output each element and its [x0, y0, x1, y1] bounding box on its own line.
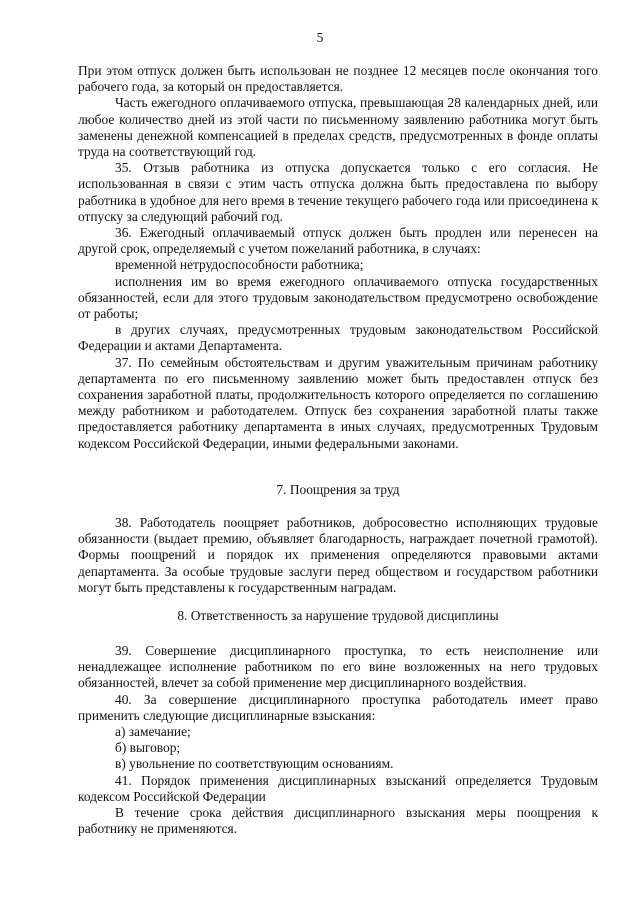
- paragraph-36: 36. Ежегодный оплачиваемый отпуск должен быть продлен или перенесен на другой срок, определяемый с учетом пожеланий работника, в случаях:: [78, 225, 598, 257]
- paragraph: При этом отпуск должен быть использован не позднее 12 месяцев после окончания того рабочего года, за который он предоставляется.: [78, 63, 598, 95]
- paragraph-35: 35. Отзыв работника из отпуска допускается только с его согласия. Не использованная в связи с этим часть отпуска должна быть предоставлена по выбору работника в удобное для него время в течение текущего рабочего года или присоединена к отпуску за следующий рабочий год.: [78, 160, 598, 224]
- section-paragraphs-38: [78, 515, 598, 596]
- paragraph-37: 37. По семейным обстоятельствам и другим уважительным причинам работнику департамента по его письменному заявлению может быть предоставлен отпуск без сохранения заработной платы, продолжительность которого определяется по соглашению между работником и работодателем. Отпуск без сохранения заработной платы также предоставляется работнику департамента в иных случаях, предусмотренных Трудовым кодексом Российской Федерации, иными федеральными законами.: [78, 354, 598, 451]
- paragraph-38: 38. Работодатель поощряет работников, добросовестно исполняющих трудовые обязанности (выдает премию, объявляет благодарность, награждает почетной грамотой). Формы поощрений и порядок их применения определяются правовыми актами департамента. За особые трудовые заслуги перед обществом и государством работники могут быть представлены к государственным наградам.: [78, 515, 598, 595]
- section-paragraphs-39-41: [78, 643, 598, 837]
- section-heading-8: 8. Ответственность за нарушение трудовой дисциплины: [177, 608, 499, 623]
- list-item: б) выговор;: [115, 740, 181, 756]
- section-paragraphs-34-37: [78, 63, 598, 452]
- list-item: исполнения им во время ежегодного оплачиваемого отпуска государственных обязанностей, если для этого трудовым законодательством предусмотрено освобождение от работы;: [78, 273, 598, 322]
- list-item: а) замечание;: [115, 724, 191, 740]
- list-item: временной нетрудоспособности работника;: [115, 257, 364, 273]
- paragraph-39: 39. Совершение дисциплинарного проступка, то есть неисполнение или ненадлежащее исполнение работником по его вине возложенных на него трудовых обязанностей, влечет за собой применение мер дисциплинарного воздействия.: [78, 643, 598, 691]
- list-item: в) увольнение по соответствующим основаниям.: [115, 756, 394, 772]
- paragraph-40: 40. За совершение дисциплинарного проступка работодатель имеет право применить следующие дисциплинарные взыскания:: [78, 691, 598, 723]
- paragraph: Часть ежегодного оплачиваемого отпуска, превышающая 28 календарных дней, или любое количество дней из этой части по письменному заявлению работника могут быть заменены денежной компенсацией в пределах средств, предусмотренных в фонде оплаты труда на соответствующий год.: [78, 95, 598, 160]
- list-item: в других случаях, предусмотренных трудовым законодательством Российской Федерации и актами Департамента.: [78, 322, 598, 354]
- paragraph: В течение срока действия дисциплинарного взыскания меры поощрения к работнику не применяются.: [78, 805, 598, 837]
- paragraph-41: 41. Порядок применения дисциплинарных взысканий определяется Трудовым кодексом Российской Федерации: [78, 772, 598, 804]
- page-number: 5: [316, 30, 324, 45]
- section-heading-7: 7. Поощрения за труд: [276, 482, 400, 497]
